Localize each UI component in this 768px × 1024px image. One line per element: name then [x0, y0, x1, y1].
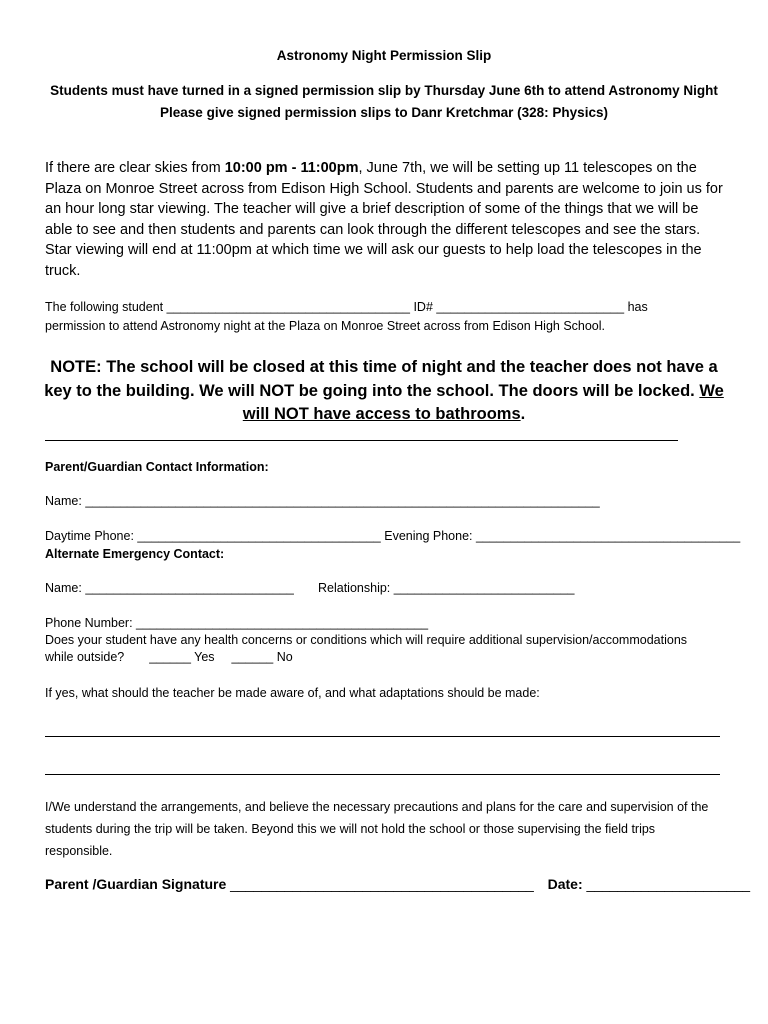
- daytime-phone-label: Daytime Phone:: [45, 529, 134, 543]
- intro-time: 10:00 pm - 11:00pm: [224, 160, 359, 176]
- health-question: Does your student have any health concerns or conditions which will require additional supervision/accommodations: [45, 633, 688, 647]
- health-question-cont: while outside?: [45, 650, 125, 664]
- yes-label: Yes: [194, 650, 215, 664]
- evening-phone-field[interactable]: ______________________________________: [475, 529, 741, 543]
- date-label: Date:: [547, 876, 583, 892]
- date-field[interactable]: _____________________: [586, 876, 751, 892]
- relationship-label: Relationship:: [318, 581, 391, 595]
- relationship-row: [318, 581, 575, 595]
- relationship-field[interactable]: __________________________: [393, 581, 575, 595]
- student-permission-line-2: permission to attend Astronomy night at the Plaza on Monroe Street across from Edison High School.: [45, 319, 606, 333]
- no-label: No: [276, 650, 293, 664]
- student-permission-line: [45, 300, 648, 314]
- note-period: .: [520, 405, 526, 423]
- alternate-contact-heading: Alternate Emergency Contact:: [45, 547, 225, 561]
- student-id-blank[interactable]: ___________________________: [436, 300, 625, 314]
- submission-instruction: Please give signed permission slips to Danr Kretchmar (328: Physics): [160, 105, 608, 120]
- health-answer-line-1[interactable]: [45, 736, 720, 737]
- school-closed-note: [40, 356, 728, 427]
- health-answer-row: [45, 650, 293, 664]
- signature-label: Parent /Guardian Signature: [45, 876, 227, 892]
- parent-section-heading: Parent/Guardian Contact Information:: [45, 460, 269, 474]
- daytime-phone-field[interactable]: ___________________________________: [137, 529, 381, 543]
- note-bathrooms: We will NOT have access to bathrooms: [242, 381, 724, 423]
- alternate-phone-field[interactable]: __________________________________________: [136, 616, 429, 630]
- no-field[interactable]: ______: [231, 650, 274, 664]
- parent-name-field[interactable]: __________________________________________________________________________: [85, 494, 600, 508]
- section-divider: [45, 440, 678, 441]
- student-id-label: ID#: [413, 300, 433, 314]
- alternate-name-row: [45, 581, 294, 595]
- intro-body: , June 7th, we will be setting up 11 telescopes on the Plaza on Monroe Street across from Edison High School. Students and parents are welcome to join us for an hour long star viewing. The teacher will give a brief description of some of the things that we will be able to see and then students and parents can look through the different telescopes and see the stars. Star viewing will end at 11:00pm at which time we will ask our guests to help load the telescopes in the truck.: [45, 160, 723, 279]
- signature-field[interactable]: _______________________________________: [230, 876, 534, 892]
- intro-prefix: If there are clear skies from: [45, 160, 225, 176]
- parent-name-row: [45, 494, 600, 508]
- document-title: Astronomy Night Permission Slip: [276, 48, 492, 63]
- evening-phone-label: Evening Phone:: [384, 529, 473, 543]
- deadline-notice: Students must have turned in a signed permission slip by Thursday June 6th to attend Astronomy Night: [50, 83, 718, 98]
- intro-paragraph: [45, 158, 725, 282]
- acknowledgement-paragraph: I/We understand the arrangements, and believe the necessary precautions and plans for the care and supervision of the students during the trip will be taken. Beyond this we will not hold the school or those supervising the field trips responsible.: [45, 800, 709, 858]
- parent-phone-row: [45, 529, 740, 543]
- health-answer-line-2[interactable]: [45, 774, 720, 775]
- alternate-phone-row: [45, 616, 428, 630]
- yes-field[interactable]: ______: [149, 650, 191, 664]
- signature-row: [45, 876, 750, 892]
- health-followup-question: If yes, what should the teacher be made aware of, and what adaptations should be made:: [45, 686, 540, 700]
- note-text: NOTE: The school will be closed at this time of night and the teacher does not have a key to the building. We will NOT be going into the school. The doors will be locked.: [44, 358, 718, 400]
- alternate-name-field[interactable]: ______________________________: [85, 581, 294, 595]
- student-name-blank[interactable]: ___________________________________: [166, 300, 410, 314]
- alternate-name-label: Name:: [45, 581, 82, 595]
- student-has-label: has: [627, 300, 648, 314]
- parent-name-label: Name:: [45, 494, 82, 508]
- alternate-phone-label: Phone Number:: [45, 616, 133, 630]
- student-label: The following student: [45, 300, 164, 314]
